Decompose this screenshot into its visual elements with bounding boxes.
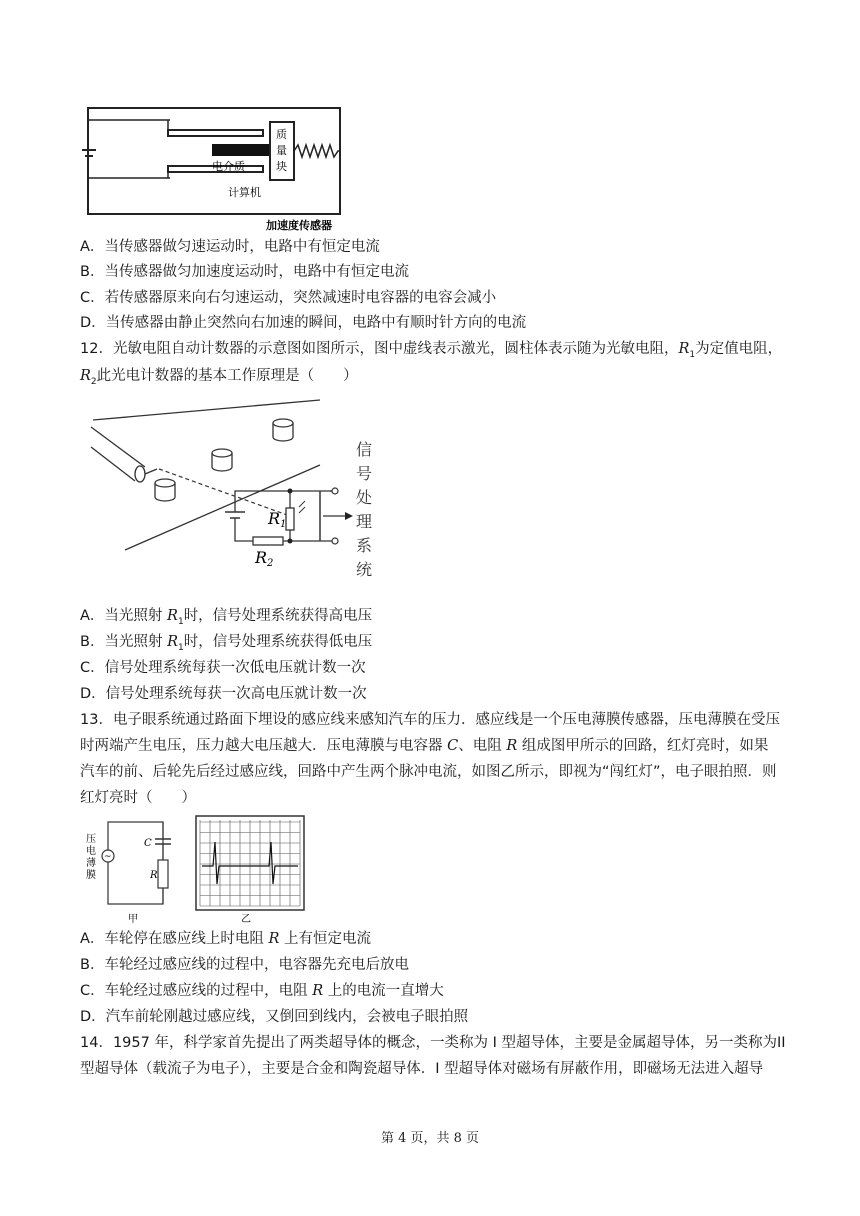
c-label: C: [144, 838, 152, 849]
q13-option-c: [80, 981, 444, 1001]
q12-option-a-r1-sub: 1: [177, 616, 184, 627]
r2-label: [254, 548, 273, 569]
q11-option-d: D．当传感器由静止突然向右加速的瞬间，电路中有顺时针方向的电流: [80, 315, 527, 331]
accelerometer-caption: 加速度传感器: [266, 219, 332, 232]
accelerometer-figure: [80, 100, 350, 235]
svg-text:~: ~: [104, 852, 112, 862]
q13-option-c-text-1: C．车轮经过感应线的过程中，电阻: [80, 983, 313, 999]
mass-label-1: 质: [276, 128, 287, 141]
q12-stem-text-b: 为定值电阻，: [695, 341, 783, 357]
q12-option-c: C．信号处理系统每获一次低电压就计数一次: [80, 660, 366, 676]
q13-option-c-text-2: 上的电流一直增大: [323, 983, 444, 999]
caption-yi: 乙: [241, 914, 251, 925]
r2-label-sub: 2: [267, 558, 274, 569]
q12-stem-line-1: [80, 339, 782, 365]
q12-r1-subscript: 1: [689, 349, 696, 360]
mass-label-3: 块: [276, 160, 287, 173]
q12-option-b-r1-sub: 1: [177, 642, 184, 653]
q13-option-a-text-2: 上有恒定电流: [279, 931, 372, 947]
computer-label: 计算机: [228, 186, 261, 199]
mass-label-2: 量: [276, 144, 287, 157]
q12-r1-symbol: R: [678, 341, 690, 357]
q14-stem-line-1: 14．1957 年，科学家首先提出了两类超导体的概念，一类称为 I 型超导体，主要是金属超导体，另一类称为II: [80, 1035, 786, 1051]
piezo-figure: [80, 812, 310, 927]
q12-option-a-r1: R: [167, 608, 178, 624]
photo-counter-figure: [85, 395, 385, 590]
q13-option-b: B．车轮经过感应线的过程中，电容器先充电后放电: [80, 957, 409, 973]
q11-option-c: C．若传感器原来向右匀速运动，突然减速时电容器的电容会减小: [80, 290, 497, 306]
caption-jia: 甲: [128, 914, 138, 925]
page-footer: 第 4 页，共 8 页: [380, 1131, 480, 1146]
q12-option-a: [80, 606, 372, 632]
signal-char-4: 理: [356, 512, 373, 531]
dielectric-label: 电介质: [212, 160, 245, 173]
q14-stem-line-2: 型超导体（载流子为电子），主要是合金和陶瓷超导体．I 型超导体对磁场有屏蔽作用，即磁场无法进入超导: [80, 1061, 764, 1077]
q13-option-a-r: R: [268, 931, 280, 947]
q13-stem-line-4: 红灯亮时（ ）: [80, 790, 196, 806]
signal-char-1: 信: [356, 440, 373, 459]
q13-stem-2b: 、电阻: [458, 738, 507, 754]
q12-stem-line-2: [80, 366, 358, 392]
r1-label-letter: R: [268, 509, 281, 528]
q13-r-symbol: R: [506, 738, 518, 754]
q13-stem-line-2: [80, 736, 768, 756]
signal-char-3: 处: [356, 488, 373, 507]
q12-option-a-text-2: 时，信号处理系统获得高电压: [183, 608, 373, 624]
film-char-1: 压: [86, 834, 96, 845]
r1-label-sub: 1: [280, 519, 287, 530]
q11-option-a: A．当传感器做匀速运动时，电路中有恒定电流: [80, 239, 380, 255]
q13-option-a: [80, 929, 371, 949]
r2-label-letter: R: [255, 548, 268, 567]
signal-char-2: 号: [356, 464, 373, 483]
film-char-4: 膜: [86, 870, 96, 881]
q13-stem-2a: 时两端产生电压，压力越大电压越大．压电薄膜与电容器: [80, 738, 448, 754]
q13-option-a-text-1: A．车轮停在感应线上时电阻: [80, 931, 269, 947]
q12-stem-text-a: 12．光敏电阻自动计数器的示意图如图所示，图中虚线表示激光，圆柱体表示随为光敏电阻，: [80, 341, 679, 357]
q13-stem-line-1: 13．电子眼系统通过路面下埋设的感应线来感知汽车的压力．感应线是一个压电薄膜传感器，压电薄膜在受压: [80, 712, 780, 728]
q12-option-b-text-2: 时，信号处理系统获得低电压: [183, 634, 373, 650]
q12-option-b: [80, 632, 372, 658]
q13-option-c-r: R: [312, 983, 324, 999]
film-char-3: 薄: [86, 858, 96, 869]
q12-option-b-r1: R: [167, 634, 178, 650]
q12-stem-text-c: 此光电计数器的基本工作原理是（ ）: [96, 368, 358, 384]
r1-label: [267, 509, 286, 530]
q13-option-d: D．汽车前轮刚越过感应线，又倒回到线内，会被电子眼拍照: [80, 1009, 469, 1025]
signal-char-5: 系: [356, 536, 373, 555]
q12-option-d: D．信号处理系统每获一次高电压就计数一次: [80, 686, 367, 702]
q13-stem-2c: 组成图甲所示的回路，红灯亮时，如果: [517, 738, 769, 754]
signal-char-6: 统: [356, 560, 373, 579]
r-label: R: [150, 870, 158, 881]
q13-stem-line-3: 汽车的前、后轮先后经过感应线，回路中产生两个脉冲电流，如图乙所示，即视为“闯红灯”，电子眼拍照．则: [80, 764, 777, 780]
q11-option-b: B．当传感器做匀加速度运动时，电路中有恒定电流: [80, 264, 409, 280]
q12-option-a-text-1: A．当光照射: [80, 608, 168, 624]
q12-r2-subscript: 2: [90, 376, 97, 387]
q13-c-symbol: C: [447, 738, 459, 754]
q12-r2-symbol: R: [80, 368, 91, 384]
q12-option-b-text-1: B．当光照射: [80, 634, 168, 650]
film-char-2: 电: [86, 846, 96, 857]
